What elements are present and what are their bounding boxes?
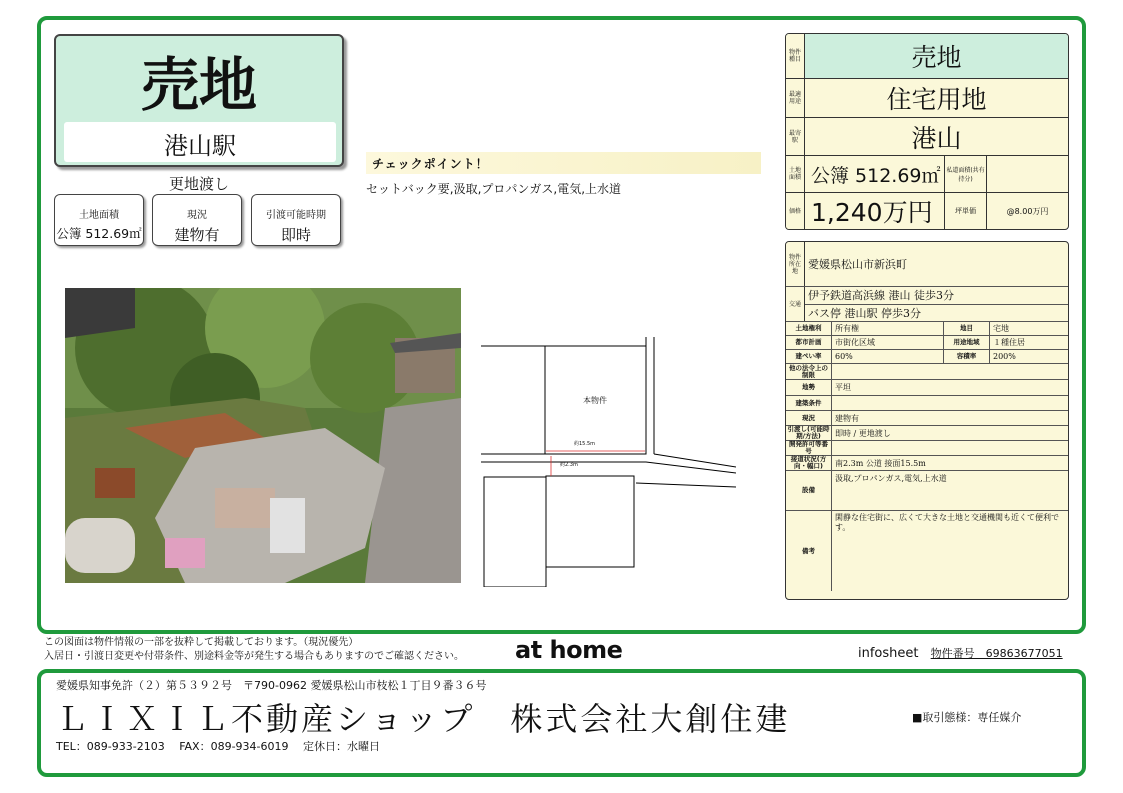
row-value: 南2.3m 公道 接面15.5m xyxy=(835,458,926,468)
checkpoint-title: チェックポイント！ xyxy=(366,152,761,174)
private-road-label: 私道面積(共有持分) xyxy=(945,156,987,192)
row-value: 宅地 xyxy=(993,324,1009,333)
detail-row-cityplan xyxy=(786,336,1068,350)
footer-note-line: この図面は物件情報の一部を抜粋して掲載しております。（現況優先） xyxy=(44,637,359,648)
row-label: 現況 xyxy=(786,411,832,425)
detail-row-rights xyxy=(786,322,1068,336)
detail-row-delivery xyxy=(786,426,1068,441)
stat-label: 土地面積 xyxy=(79,210,119,221)
handover-text: 更地渡し xyxy=(168,175,229,193)
row-label: 開発許可等番号 xyxy=(786,441,832,455)
transaction-type: ■取引態様：専任媒介 xyxy=(912,711,1022,724)
row-value: 200% xyxy=(993,352,1016,361)
detail-row-location xyxy=(786,242,1068,287)
map-frontage: 約15.5m xyxy=(574,441,596,447)
summary-row-area xyxy=(786,156,1068,193)
row-value: 住宅用地 xyxy=(886,85,987,114)
contact-info: TEL：089-933-2103 FAX：089-934-6019 定休日：水曜日 xyxy=(56,740,381,753)
area-value: 公簿 512.69㎡ xyxy=(805,156,945,192)
infosheet-label: infosheet xyxy=(858,646,919,661)
row-label: 建ぺい率 xyxy=(786,350,832,363)
row-value xyxy=(832,441,1068,455)
detail-row-current xyxy=(786,411,1068,426)
row-value: 閑静な住宅街に、広くて大きな土地と交通機関も近くて便利です。 xyxy=(835,513,1059,532)
row-label: 物件種目 xyxy=(786,34,805,78)
transport-line: 伊予鉄道高浜線 港山 徒歩3分 xyxy=(805,287,1068,305)
site-map xyxy=(478,335,736,587)
footer-note-line: 入居日・引渡日変更や付帯条件、別途料金等が発生する場合もありますのでご確認ください。 xyxy=(44,651,464,662)
row-label: 都市計画 xyxy=(786,336,832,349)
title-box xyxy=(54,34,344,167)
detail-row-ratios xyxy=(786,350,1068,364)
detail-row-otherlaw xyxy=(786,364,1068,380)
row-value: 建物有 xyxy=(835,413,859,423)
station-name: 港山駅 xyxy=(164,132,236,160)
property-number: 物件番号 69863677051 xyxy=(930,647,1063,660)
row-label: 容積率 xyxy=(944,350,990,363)
detail-row-facilities xyxy=(786,471,1068,511)
summary-row-price xyxy=(786,193,1068,229)
map-property-label: 本物件 xyxy=(583,396,607,405)
row-label: 地目 xyxy=(944,322,990,335)
property-photo xyxy=(65,288,461,583)
transport-line: バス停 港山駅 停歩3分 xyxy=(808,306,921,320)
tsubo-label: 坪単価 xyxy=(945,193,987,229)
summary-row-use xyxy=(786,79,1068,118)
row-label: 地勢 xyxy=(786,380,832,395)
license-address: 愛媛県知事免許（２）第５３９２号 〒790-0962 愛媛県松山市枝松１丁目９番３６号 xyxy=(56,679,487,692)
stat-value: 即時 xyxy=(280,226,311,244)
detail-row-remarks xyxy=(786,511,1068,591)
row-value: 港山 xyxy=(911,123,962,153)
private-road-value xyxy=(987,156,1068,192)
checkpoint-text: セットバック要,汲取,プロパンガス,電気,上水道 xyxy=(366,182,622,196)
details-table xyxy=(785,241,1069,600)
stat-value: 建物有 xyxy=(174,226,220,244)
row-value: 売地 xyxy=(911,43,962,72)
row-label: 土地権利 xyxy=(786,322,832,335)
detail-row-permit xyxy=(786,441,1068,456)
row-label: 用途地域 xyxy=(944,336,990,349)
row-label: 最寄駅 xyxy=(786,118,805,155)
page-title: 売地 xyxy=(140,51,257,119)
stat-label: 現況 xyxy=(187,210,207,221)
row-value: 即時 / 更地渡し xyxy=(835,428,891,438)
row-label: 引渡し(可能時期/方法) xyxy=(786,426,832,440)
stat-current xyxy=(152,194,242,246)
detail-row-road xyxy=(786,456,1068,471)
row-value: 平坦 xyxy=(835,383,851,392)
stat-delivery xyxy=(251,194,341,246)
summary-table xyxy=(785,33,1069,230)
row-label: 物件所在地 xyxy=(786,242,805,286)
row-value: 愛媛県松山市新浜町 xyxy=(808,258,907,271)
stat-label: 引渡可能時期 xyxy=(266,210,326,221)
row-label: 建築条件 xyxy=(786,396,832,410)
price-value: 1,240万円 xyxy=(805,193,945,229)
row-value: 所有権 xyxy=(832,322,944,335)
row-label: 他の法令上の制限 xyxy=(786,364,832,379)
stat-value: 公簿 512.69㎡ xyxy=(56,226,142,241)
summary-row-type xyxy=(786,34,1068,79)
stat-land-area xyxy=(54,194,144,246)
row-label: 価格 xyxy=(786,193,805,229)
row-value: １種住居 xyxy=(993,338,1025,347)
detail-row-transport xyxy=(786,287,1068,322)
row-value xyxy=(832,364,1068,379)
tsubo-value: @8.00万円 xyxy=(1006,206,1049,216)
row-value: 市街化区域 xyxy=(832,336,944,349)
detail-row-conditions xyxy=(786,396,1068,411)
row-label: 土地面積 xyxy=(786,156,805,192)
row-label: 接道状況(方向・幅口) xyxy=(786,456,832,470)
map-setback: 約2.3m xyxy=(560,462,578,468)
athome-logo: at home xyxy=(515,636,623,664)
row-value xyxy=(832,396,1068,410)
detail-row-terrain xyxy=(786,380,1068,396)
row-label: 最適用途 xyxy=(786,79,805,117)
company-name: ＬＩＸＩＬ不動産ショップ 株式会社大創住建 xyxy=(56,700,791,738)
row-label: 設備 xyxy=(786,471,832,510)
summary-row-station xyxy=(786,118,1068,156)
infosheet xyxy=(858,645,1063,661)
row-label: 交通 xyxy=(786,287,805,321)
row-label: 備考 xyxy=(786,511,832,591)
footer-note xyxy=(44,636,464,664)
row-value: 60% xyxy=(832,350,944,363)
row-value: 汲取,プロパンガス,電気,上水道 xyxy=(835,474,947,483)
